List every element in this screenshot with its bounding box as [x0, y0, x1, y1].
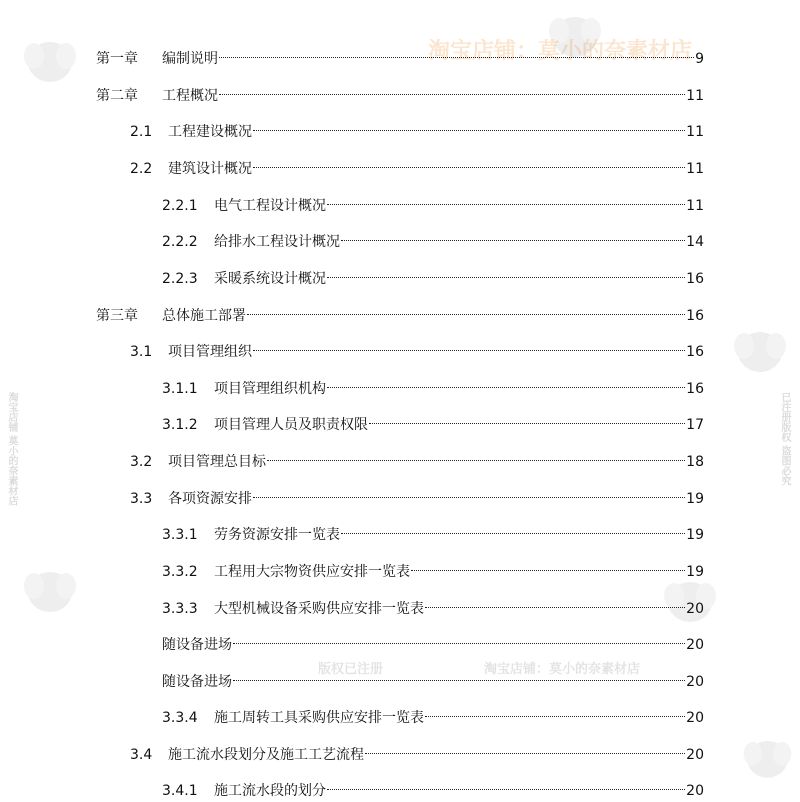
- toc-leader: [219, 94, 685, 95]
- toc-page-number: 16: [686, 381, 704, 397]
- toc-title: 各项资源安排: [168, 491, 252, 507]
- toc-entry[interactable]: [162, 707, 704, 729]
- toc-number: 第二章: [96, 88, 138, 104]
- toc-number: 2.2: [130, 161, 153, 177]
- toc-title: 项目管理人员及职责权限: [214, 417, 368, 433]
- toc-leader: [369, 423, 685, 424]
- toc-page-number: 20: [686, 674, 704, 690]
- toc-leader: [425, 607, 685, 608]
- toc-number: 3.3.1: [162, 527, 198, 543]
- toc-title: 项目管理组织机构: [214, 381, 326, 397]
- toc-page-number: 9: [695, 51, 704, 67]
- toc-number: 2.1: [130, 124, 153, 140]
- toc-page-number: 20: [686, 601, 704, 617]
- watermark-shop: 淘宝店铺：莫小的奈素材店: [484, 662, 641, 677]
- toc-leader: [327, 277, 685, 278]
- toc-entry[interactable]: [162, 561, 704, 583]
- toc-title: 工程概况: [162, 88, 218, 104]
- toc-number: 3.1.2: [162, 417, 198, 433]
- toc-number: 2.2.3: [162, 271, 198, 287]
- toc-entry[interactable]: [130, 341, 704, 363]
- toc-entry[interactable]: [162, 634, 704, 656]
- toc-page-number: 19: [686, 564, 704, 580]
- toc-title: 项目管理组织: [168, 344, 252, 360]
- toc-leader: [219, 57, 694, 58]
- toc-page-number: 20: [686, 747, 704, 763]
- toc-entry[interactable]: [130, 158, 704, 180]
- toc-page-number: 17: [686, 417, 704, 433]
- toc-page-number: 11: [686, 124, 704, 140]
- toc-title: 随设备进场: [162, 674, 232, 690]
- toc-title: 施工流水段的划分: [214, 783, 326, 799]
- toc-leader: [253, 350, 685, 351]
- toc-leader: [253, 130, 685, 131]
- toc-entry[interactable]: [130, 121, 704, 143]
- toc-leader: [365, 753, 685, 754]
- toc-leader: [253, 497, 685, 498]
- toc-leader: [233, 680, 685, 681]
- toc-number: 3.1: [130, 344, 153, 360]
- toc-title: 大型机械设备采购供应安排一览表: [214, 601, 424, 617]
- toc-title: 总体施工部署: [162, 308, 246, 324]
- toc-leader: [233, 643, 685, 644]
- toc-leader: [341, 533, 685, 534]
- toc-title: 随设备进场: [162, 637, 232, 653]
- toc-leader: [327, 789, 685, 790]
- toc-leader: [411, 570, 685, 571]
- toc-page-number: 18: [686, 454, 704, 470]
- toc-page-number: 14: [686, 234, 704, 250]
- toc-number: 2.2.1: [162, 198, 198, 214]
- toc-title: 工程用大宗物资供应安排一览表: [214, 564, 410, 580]
- toc-entry[interactable]: [162, 671, 704, 693]
- toc-title: 劳务资源安排一览表: [214, 527, 340, 543]
- watermark-copyright: 版权已注册: [318, 662, 384, 677]
- toc-entry[interactable]: [162, 231, 704, 253]
- toc-page-number: 11: [686, 198, 704, 214]
- toc-page-number: 20: [686, 637, 704, 653]
- toc-page-number: 19: [686, 491, 704, 507]
- toc-title: 施工流水段划分及施工工艺流程: [168, 747, 364, 763]
- toc-page-number: 20: [686, 783, 704, 799]
- toc-leader: [425, 716, 685, 717]
- toc-page-number: 19: [686, 527, 704, 543]
- toc-entry[interactable]: [162, 780, 704, 802]
- toc-entry[interactable]: [162, 195, 704, 217]
- watermark-side-right: 已注册版权 盗图必究: [779, 392, 790, 486]
- toc-page-number: 11: [686, 161, 704, 177]
- toc-leader: [267, 460, 685, 461]
- toc-number: 3.3.2: [162, 564, 198, 580]
- toc-entry[interactable]: [162, 268, 704, 290]
- toc-page-number: 16: [686, 308, 704, 324]
- toc-page-number: 16: [686, 344, 704, 360]
- toc-title: 建筑设计概况: [168, 161, 252, 177]
- toc-title: 电气工程设计概况: [214, 198, 326, 214]
- toc-title: 编制说明: [162, 51, 218, 67]
- toc-entry[interactable]: [162, 378, 704, 400]
- toc-number: 3.2: [130, 454, 153, 470]
- toc-number: 3.3.3: [162, 601, 198, 617]
- toc-title: 工程建设概况: [168, 124, 252, 140]
- toc-entry[interactable]: [162, 524, 704, 546]
- toc-title: 采暖系统设计概况: [214, 271, 326, 287]
- toc-title: 给排水工程设计概况: [214, 234, 340, 250]
- toc-entry[interactable]: [96, 85, 704, 107]
- toc-entry[interactable]: [162, 598, 704, 620]
- toc-entry[interactable]: [130, 744, 704, 766]
- toc-entry[interactable]: [96, 48, 704, 70]
- watermark-side-left: 淘宝店铺 莫小的奈素材店: [6, 392, 17, 506]
- watermark-top: 淘宝店铺：莫小的奈素材店: [428, 39, 693, 64]
- toc-number: 3.3.4: [162, 710, 198, 726]
- toc-entry[interactable]: [130, 488, 704, 510]
- toc-entry[interactable]: [162, 414, 704, 436]
- toc-number: 第一章: [96, 51, 138, 67]
- toc-leader: [327, 204, 685, 205]
- toc-page-number: 16: [686, 271, 704, 287]
- toc-leader: [247, 314, 685, 315]
- toc-number: 3.4.1: [162, 783, 198, 799]
- toc-page-number: 11: [686, 88, 704, 104]
- toc-leader: [253, 167, 685, 168]
- toc-title: 项目管理总目标: [168, 454, 266, 470]
- toc-leader: [341, 240, 685, 241]
- toc-number: 3.1.1: [162, 381, 198, 397]
- toc-number: 3.3: [130, 491, 153, 507]
- toc-title: 施工周转工具采购供应安排一览表: [214, 710, 424, 726]
- toc-leader: [327, 387, 685, 388]
- toc-entry[interactable]: [130, 451, 704, 473]
- toc-page-number: 20: [686, 710, 704, 726]
- toc-number: 第三章: [96, 308, 138, 324]
- toc-number: 3.4: [130, 747, 153, 763]
- toc-entry[interactable]: [96, 305, 704, 327]
- toc-number: 2.2.2: [162, 234, 198, 250]
